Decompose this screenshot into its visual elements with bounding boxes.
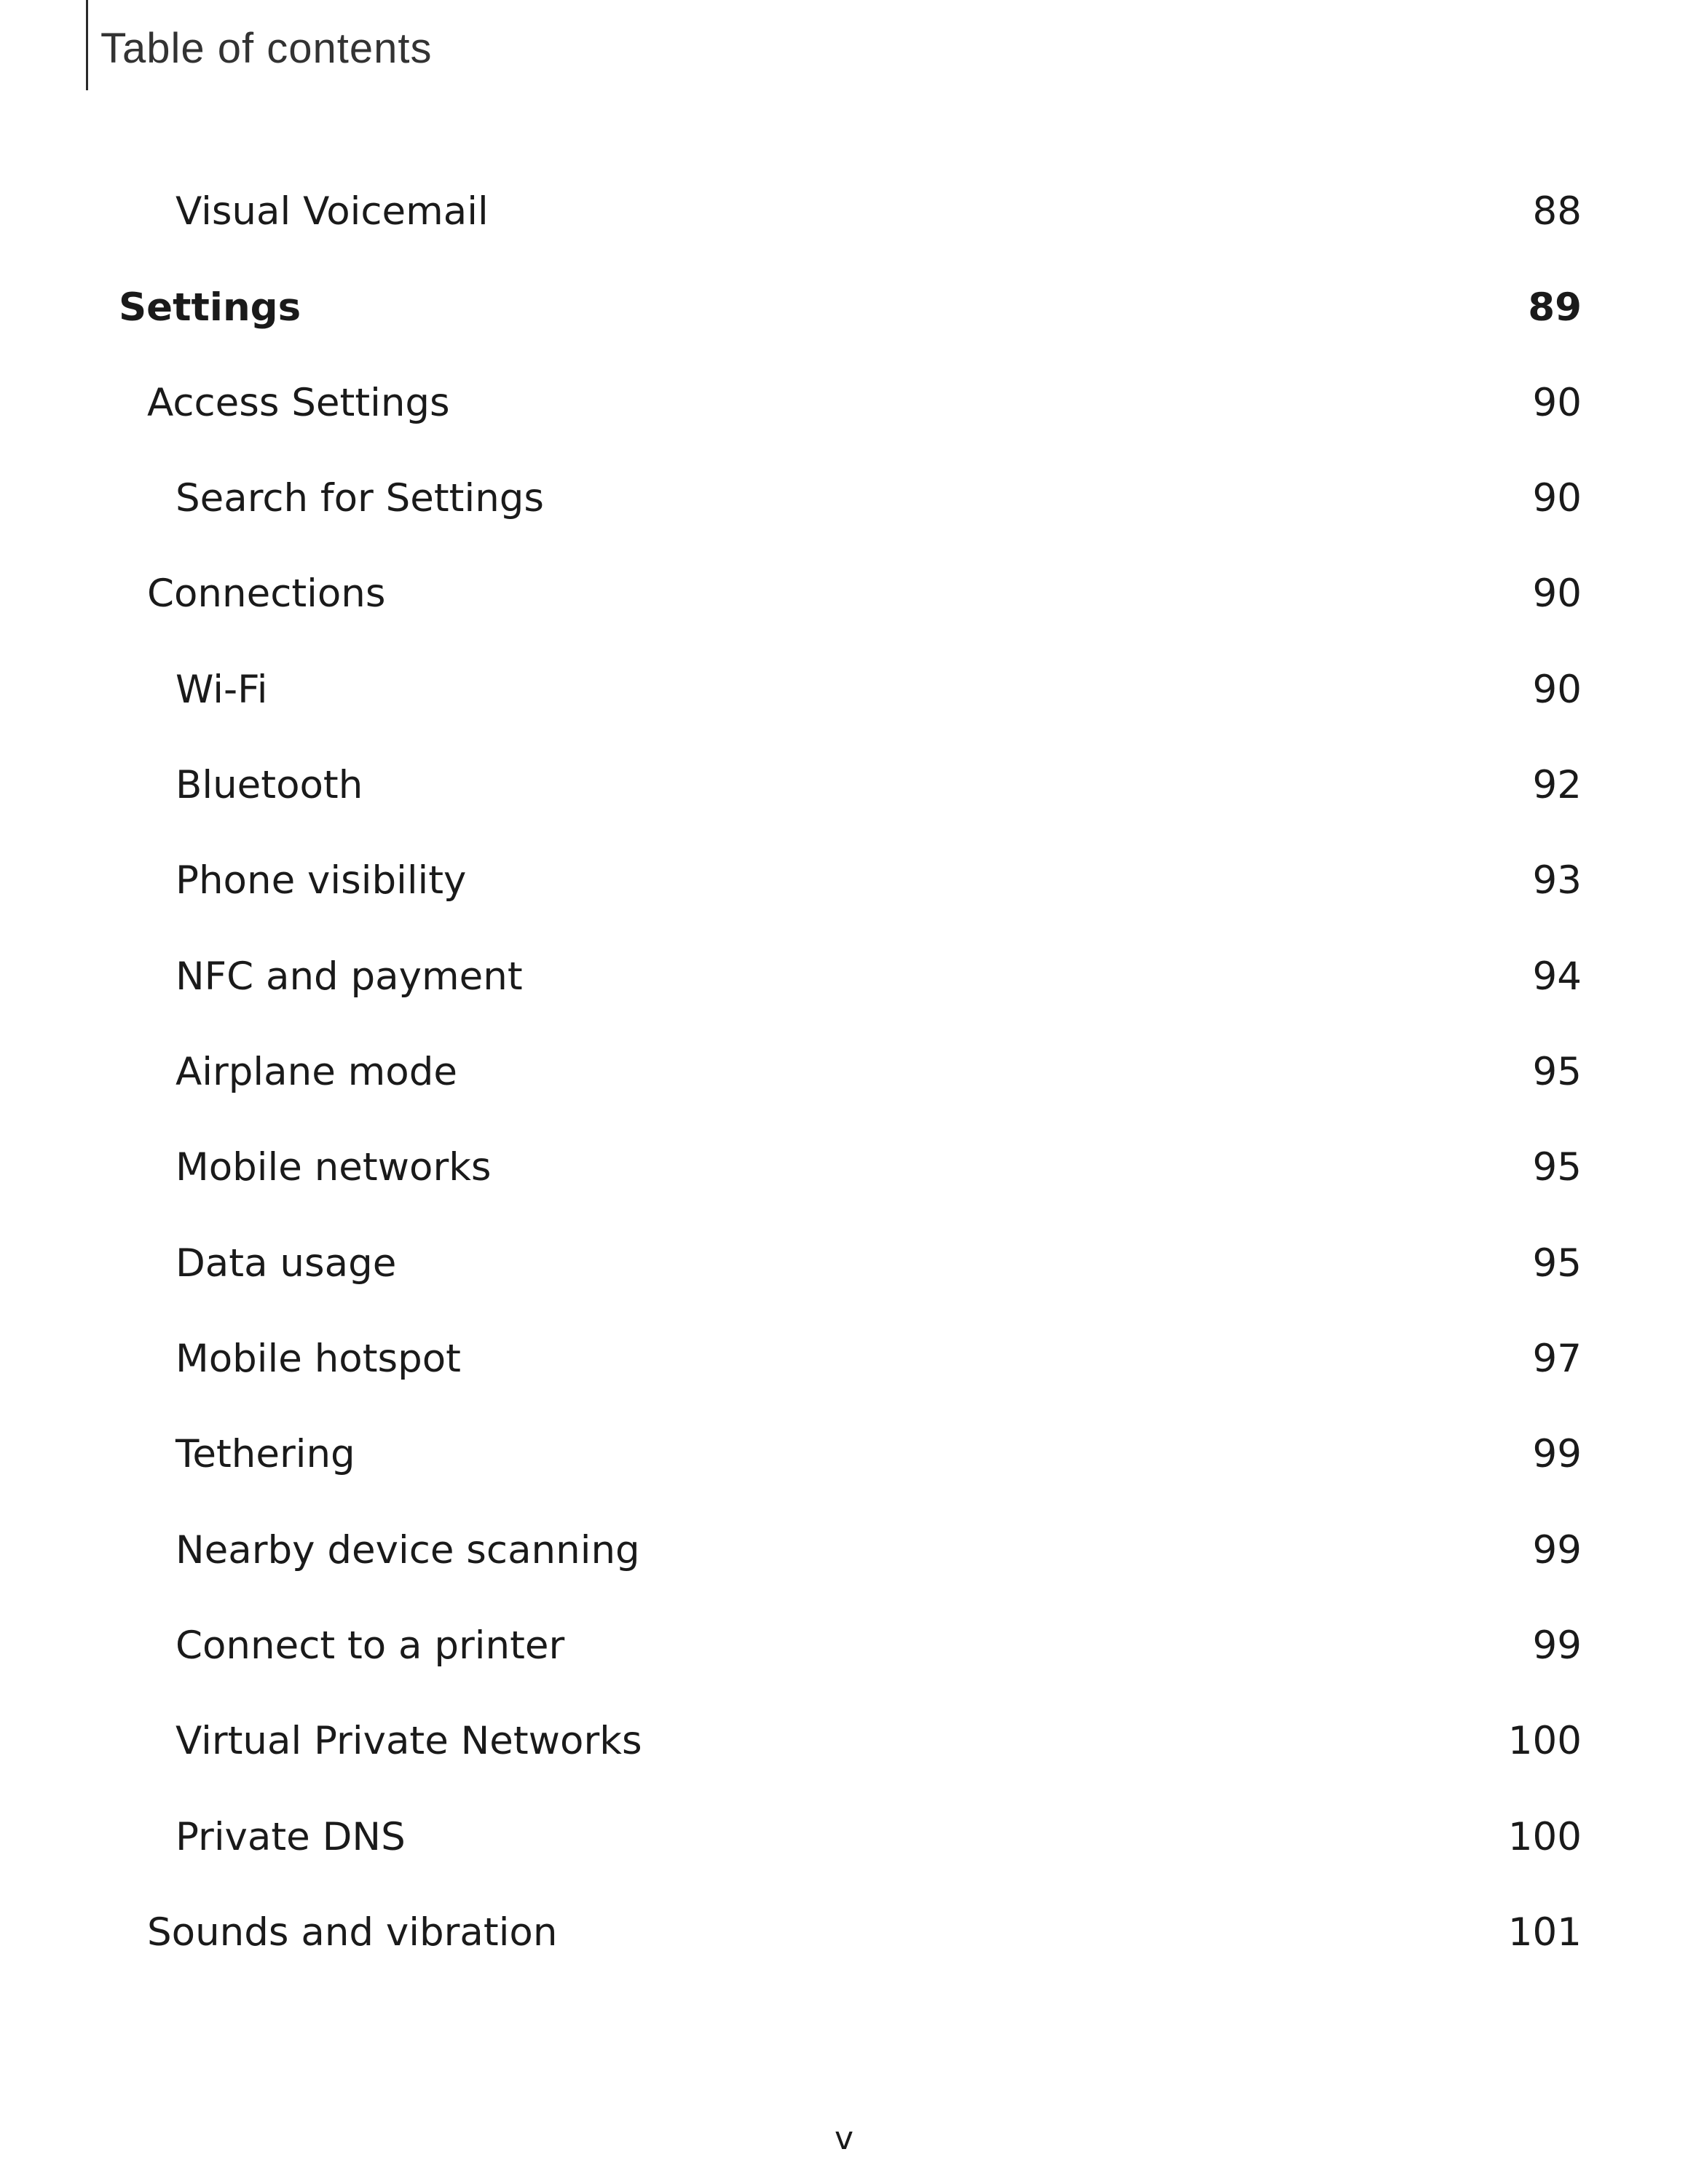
toc-entry-page: 99 <box>1532 1432 1582 1476</box>
footer-page-number: v <box>834 2120 854 2157</box>
toc-entry-label: Wi-Fi <box>175 668 268 712</box>
toc-entry-page: 90 <box>1532 668 1582 712</box>
toc-entry-airplane-mode[interactable] <box>0 1040 1688 1105</box>
toc-entry-page: 101 <box>1507 1910 1582 1955</box>
toc-entry-label: Virtual Private Networks <box>175 1719 642 1763</box>
toc-entry-data-usage[interactable] <box>0 1231 1688 1297</box>
toc-entry-label: Visual Voicemail <box>175 189 489 234</box>
toc-entry-connect-to-a-printer[interactable] <box>0 1613 1688 1679</box>
toc-entry-bluetooth[interactable] <box>0 753 1688 818</box>
toc-entry-mobile-hotspot[interactable] <box>0 1326 1688 1392</box>
toc-entry-label: Connections <box>147 571 386 616</box>
toc-entry-label: Tethering <box>175 1432 355 1476</box>
toc-entry-sounds-and-vibration[interactable] <box>0 1900 1688 1966</box>
toc-section-page: 89 <box>1528 285 1582 330</box>
toc-entry-label: NFC and payment <box>175 954 523 999</box>
toc-entry-page: 90 <box>1532 476 1582 521</box>
toc-entry-page: 95 <box>1532 1241 1582 1286</box>
toc-entry-nearby-device-scanning[interactable] <box>0 1518 1688 1583</box>
toc-entry-page: 94 <box>1532 954 1582 999</box>
page-title: Table of contents <box>100 25 433 72</box>
toc-entry-label: Phone visibility <box>175 858 467 903</box>
toc-entry-label: Sounds and vibration <box>147 1910 558 1955</box>
toc-entry-page: 99 <box>1532 1623 1582 1668</box>
toc-entry-label: Airplane mode <box>175 1050 457 1094</box>
toc-entry-access-settings[interactable] <box>0 371 1688 436</box>
toc-entry-page: 93 <box>1532 858 1582 903</box>
toc-entry-settings[interactable] <box>0 275 1688 341</box>
toc-entry-page: 95 <box>1532 1145 1582 1190</box>
toc-entry-virtual-private-networks[interactable] <box>0 1709 1688 1774</box>
toc-entry-label: Access Settings <box>147 381 450 425</box>
toc-entry-search-for-settings[interactable] <box>0 466 1688 531</box>
toc-entry-tethering[interactable] <box>0 1422 1688 1487</box>
toc-entry-label: Mobile networks <box>175 1145 492 1190</box>
toc-entry-label: Nearby device scanning <box>175 1528 640 1572</box>
toc-entry-page: 99 <box>1532 1528 1582 1572</box>
toc-entry-visual-voicemail[interactable] <box>0 179 1688 245</box>
toc-entry-nfc-and-payment[interactable] <box>0 944 1688 1010</box>
toc-entry-private-dns[interactable] <box>0 1805 1688 1870</box>
toc-entry-label: Data usage <box>175 1241 397 1286</box>
toc-entry-label: Connect to a printer <box>175 1623 565 1668</box>
toc-entry-page: 95 <box>1532 1050 1582 1094</box>
toc-entry-label: Private DNS <box>175 1815 406 1859</box>
toc-entry-page: 92 <box>1532 763 1582 807</box>
toc-entry-label: Bluetooth <box>175 763 363 807</box>
toc-entry-page: 100 <box>1507 1719 1582 1763</box>
toc-entry-page: 90 <box>1532 381 1582 425</box>
toc-entry-page: 90 <box>1532 571 1582 616</box>
toc-entry-label: Mobile hotspot <box>175 1337 461 1381</box>
toc-entry-page: 100 <box>1507 1815 1582 1859</box>
toc-entry-mobile-networks[interactable] <box>0 1135 1688 1200</box>
toc-entry-phone-visibility[interactable] <box>0 848 1688 914</box>
toc-entry-connections[interactable] <box>0 561 1688 627</box>
toc-section-label: Settings <box>119 285 301 330</box>
toc-entry-label: Search for Settings <box>175 476 545 521</box>
toc-entry-page: 88 <box>1532 189 1582 234</box>
toc-entry-page: 97 <box>1532 1337 1582 1381</box>
toc-entry-wi-fi[interactable] <box>0 657 1688 723</box>
